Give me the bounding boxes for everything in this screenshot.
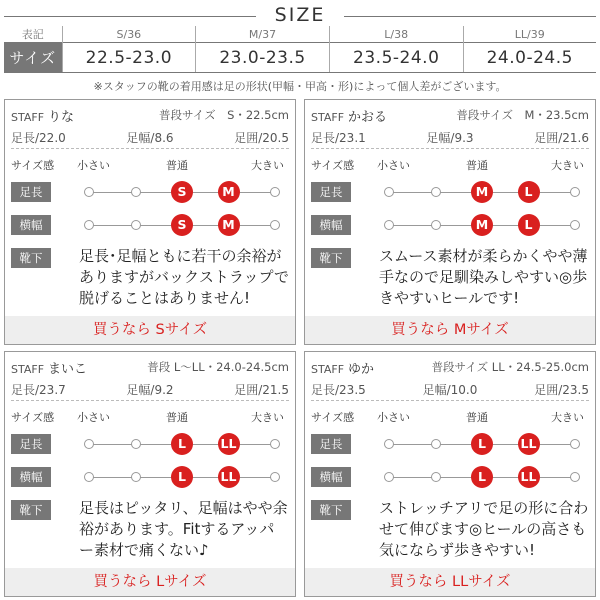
size-header-ll: LL/39 — [463, 26, 596, 43]
length-fit-marker: M — [471, 181, 493, 203]
size-value-m: 23.0-23.5 — [196, 43, 330, 73]
fit-disclaimer: ※スタッフの靴の着用感は足の形状(甲幅・甲高・形)によって個人差がございます。 — [93, 80, 507, 93]
fit-section-label: サイズ感 — [11, 411, 55, 424]
recommended-size: 買うなら Lサイズ — [5, 568, 295, 596]
staff-name: まいこ — [48, 362, 88, 377]
scale-big-label: 大きい — [251, 159, 284, 172]
length-scale-dot — [431, 439, 441, 449]
length-scale-dot — [84, 439, 94, 449]
staff-panel-rina — [4, 99, 296, 345]
staff-comment: ストレッチアリで足の形に合わせて伸びます◎ヒールの高さも気にならず歩きやすい! — [379, 499, 589, 559]
size-header-m: M/37 — [196, 26, 330, 43]
width-scale-dot — [431, 220, 441, 230]
size-header-s: S/36 — [62, 26, 196, 43]
usual-size: 普段サイズ S・22.5cm — [158, 108, 289, 122]
scale-mid-label: 普通 — [166, 411, 188, 424]
length-scale-dot — [570, 187, 580, 197]
staff-label: STAFF — [311, 111, 345, 124]
staff-name: りな — [48, 110, 75, 125]
width-scale-dot — [431, 472, 441, 482]
usual-size: 普段 L〜LL・24.0-24.5cm — [147, 360, 289, 374]
row-label-width: 横幅 — [311, 467, 351, 487]
scale-small-label: 小さい — [77, 411, 110, 424]
scale-small-label: 小さい — [77, 159, 110, 172]
length-scale-dot — [131, 187, 141, 197]
staff-header — [311, 106, 589, 125]
row-label-length: 足長 — [311, 182, 351, 202]
foot-width: 足幅/9.2 — [126, 383, 174, 397]
width-fit-marker: L — [171, 466, 193, 488]
staff-comment: 足長･足幅ともに若干の余裕がありますがバックストラップで脱げることはありません! — [79, 247, 290, 307]
recommended-size: 買うなら Sサイズ — [5, 316, 295, 344]
foot-measurements — [311, 381, 589, 401]
scale-big-label: 大きい — [551, 411, 584, 424]
fit-section-label: サイズ感 — [311, 159, 355, 172]
width-fit-marker: S — [171, 214, 193, 236]
size-header-l: L/38 — [329, 26, 463, 43]
length-fit-marker: L — [171, 433, 193, 455]
width-scale-dot — [270, 472, 280, 482]
scale-small-label: 小さい — [377, 159, 410, 172]
width-scale-dot — [570, 220, 580, 230]
fit-section-label: サイズ感 — [11, 159, 55, 172]
staff-label: STAFF — [11, 363, 45, 376]
size-value-ll: 24.0-24.5 — [463, 43, 596, 73]
width-fit-marker: M — [218, 214, 240, 236]
staff-header — [11, 358, 289, 377]
foot-measurements — [11, 381, 289, 401]
foot-length: 足長/23.1 — [311, 131, 366, 145]
length-scale-dot — [384, 439, 394, 449]
scale-big-label: 大きい — [251, 411, 284, 424]
foot-width: 足幅/9.3 — [426, 131, 474, 145]
length-fit-marker: L — [471, 433, 493, 455]
usual-size: 普段サイズ LL・24.5-25.0cm — [431, 360, 589, 374]
row-label-length: 足長 — [11, 434, 51, 454]
foot-girth: 足囲/23.5 — [534, 383, 589, 397]
staff-label: STAFF — [311, 363, 345, 376]
width-scale-dot — [384, 220, 394, 230]
width-scale-dot — [84, 220, 94, 230]
scale-mid-label: 普通 — [466, 159, 488, 172]
length-scale-dot — [384, 187, 394, 197]
staff-panel-maiko — [4, 351, 296, 597]
row-label-length: 足長 — [311, 434, 351, 454]
staff-comment: 足長はピッタリ、足幅はやや余裕があります。Fitするアッパー素材で痛くない♪ — [79, 499, 288, 559]
size-header-label: 表記 — [21, 28, 44, 41]
width-fit-marker: LL — [218, 466, 240, 488]
row-label-socks: 靴下 — [311, 248, 351, 268]
length-scale-dot — [570, 439, 580, 449]
foot-width: 足幅/8.6 — [126, 131, 174, 145]
row-label-width: 横幅 — [11, 215, 51, 235]
foot-girth: 足囲/20.5 — [234, 131, 289, 145]
row-label-width: 横幅 — [311, 215, 351, 235]
row-label-socks: 靴下 — [311, 500, 351, 520]
length-scale-dot — [131, 439, 141, 449]
width-scale-dot — [570, 472, 580, 482]
size-value-l: 23.5-24.0 — [329, 43, 463, 73]
length-scale-dot — [270, 439, 280, 449]
size-title: SIZE — [274, 4, 326, 26]
width-scale-dot — [270, 220, 280, 230]
title-divider-right — [344, 16, 596, 17]
length-scale-dot — [431, 187, 441, 197]
staff-label: STAFF — [11, 111, 45, 124]
row-label-socks: 靴下 — [11, 248, 51, 268]
foot-width: 足幅/10.0 — [422, 383, 478, 397]
foot-length: 足長/23.5 — [311, 383, 366, 397]
scale-big-label: 大きい — [551, 159, 584, 172]
length-fit-marker: LL — [218, 433, 240, 455]
row-label-width: 横幅 — [11, 467, 51, 487]
width-fit-marker: L — [471, 466, 493, 488]
size-row-label: サイズ — [4, 43, 62, 73]
recommended-size: 買うなら Mサイズ — [305, 316, 595, 344]
scale-mid-label: 普通 — [166, 159, 188, 172]
length-scale-dot — [84, 187, 94, 197]
size-value-s: 22.5-23.0 — [62, 43, 196, 73]
length-fit-marker: L — [518, 181, 540, 203]
scale-mid-label: 普通 — [466, 411, 488, 424]
width-fit-marker: M — [471, 214, 493, 236]
staff-name: ゆか — [348, 362, 375, 377]
width-scale-dot — [84, 472, 94, 482]
staff-panel-yuka — [304, 351, 596, 597]
foot-length: 足長/22.0 — [11, 131, 66, 145]
width-fit-marker: L — [518, 214, 540, 236]
length-fit-marker: LL — [518, 433, 540, 455]
staff-name: かおる — [348, 110, 388, 125]
recommended-size: 買うなら LLサイズ — [305, 568, 595, 596]
usual-size: 普段サイズ M・23.5cm — [456, 108, 589, 122]
staff-header — [11, 106, 289, 125]
size-chart-table — [4, 26, 596, 73]
row-label-length: 足長 — [11, 182, 51, 202]
length-scale-dot — [270, 187, 280, 197]
staff-header — [311, 358, 589, 377]
foot-measurements — [311, 129, 589, 149]
width-scale-dot — [131, 472, 141, 482]
foot-girth: 足囲/21.6 — [534, 131, 589, 145]
staff-panel-kaoru — [304, 99, 596, 345]
width-fit-marker: LL — [518, 466, 540, 488]
fit-section-label: サイズ感 — [311, 411, 355, 424]
row-label-socks: 靴下 — [11, 500, 51, 520]
foot-measurements — [11, 129, 289, 149]
foot-length: 足長/23.7 — [11, 383, 66, 397]
title-divider-left — [4, 16, 256, 17]
length-fit-marker: S — [171, 181, 193, 203]
foot-girth: 足囲/21.5 — [234, 383, 289, 397]
length-fit-marker: M — [218, 181, 240, 203]
staff-comment: スムース素材が柔らかくやや薄手なので足馴染みしやすい◎歩きやすいヒールです! — [379, 247, 588, 307]
width-scale-dot — [384, 472, 394, 482]
scale-small-label: 小さい — [377, 411, 410, 424]
width-scale-dot — [131, 220, 141, 230]
